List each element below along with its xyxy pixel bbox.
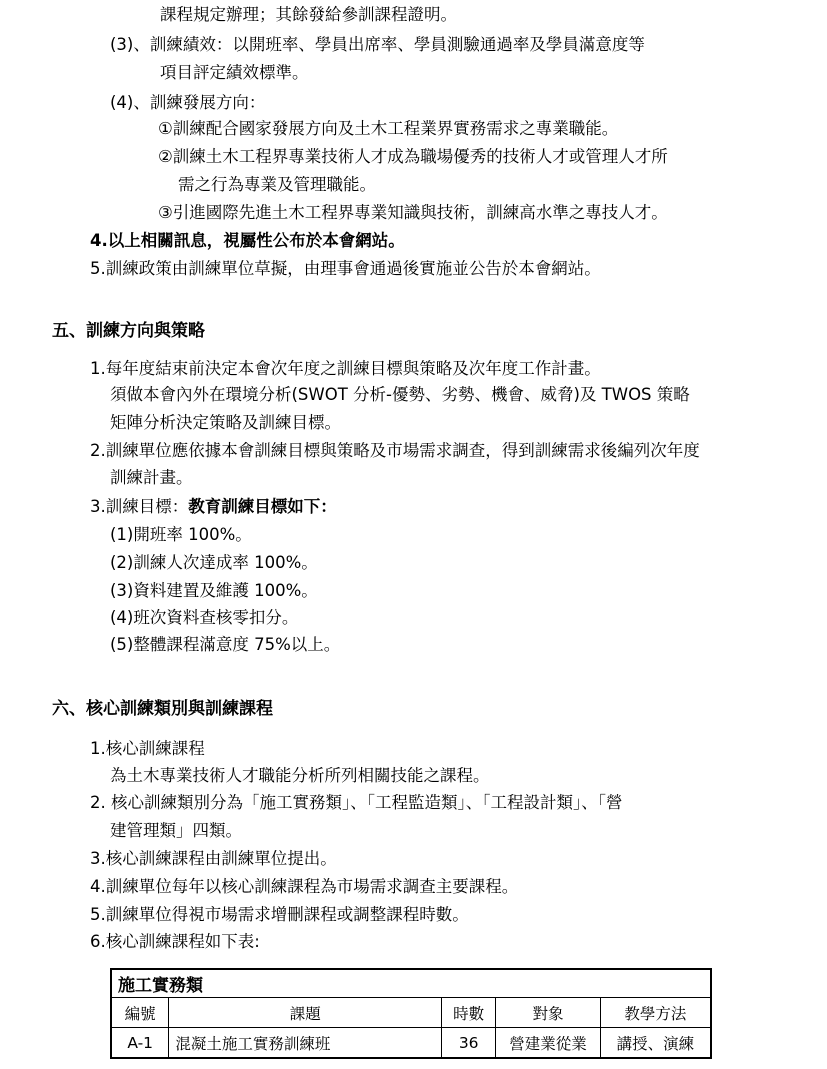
doc-line: 訓練計畫。	[110, 468, 193, 487]
table-row	[111, 1028, 711, 1059]
header-cell: 對象	[496, 998, 601, 1028]
course-table	[110, 968, 712, 1059]
doc-line: 1.核心訓練課程	[90, 739, 205, 758]
doc-line: (4)、訓練發展方向：	[110, 93, 266, 112]
doc-line: 項目評定績效標準。	[160, 63, 309, 82]
doc-line: 4.訓練單位每年以核心訓練課程為市場需求調查主要課程。	[90, 877, 519, 896]
doc-line: 須做本會內外在環境分析(SWOT 分析-優勢、劣勢、機會、威脅)及 TWOS 策略	[110, 385, 690, 404]
doc-line: 2.訓練單位應依據本會訓練目標與策略及市場需求調查，得到訓練需求後編列次年度	[90, 441, 700, 460]
doc-line: ①訓練配合國家發展方向及土木工程業界實務需求之專業職能。	[158, 119, 619, 138]
doc-line: 1.每年度結束前決定本會次年度之訓練目標與策略及次年度工作計畫。	[90, 359, 601, 378]
goal-item: (4)班次資料查核零扣分。	[110, 608, 299, 627]
goal-item: (2)訓練人次達成率 100%。	[110, 553, 318, 572]
doc-line: 5.訓練政策由訓練單位草擬，由理事會通過後實施並公告於本會網站。	[90, 259, 601, 278]
header-cell: 時數	[442, 998, 496, 1028]
doc-line-bold: 4.以上相關訊息，視屬性公布於本會網站。	[90, 231, 405, 250]
doc-line: ②訓練土木工程界專業技術人才成為職場優秀的技術人才或管理人才所	[158, 147, 668, 166]
doc-line	[90, 496, 337, 518]
doc-line: 課程規定辦理；其餘發給參訓課程證明。	[160, 5, 457, 24]
doc-line: 建管理類」四類。	[110, 821, 242, 840]
doc-line: 為土木專業技術人才職能分析所列相關技能之課程。	[110, 766, 490, 785]
table-cell: 36	[442, 1028, 496, 1059]
table-header-row	[111, 998, 711, 1028]
table-caption-row	[111, 969, 711, 998]
doc-line: 6.核心訓練課程如下表:	[90, 932, 260, 951]
goal-bold: 教育訓練目標如下：	[188, 497, 337, 516]
table-cell: 混凝土施工實務訓練班	[169, 1028, 442, 1059]
goal-item: (3)資料建置及維護 100%。	[110, 581, 318, 600]
table-cell: 講授、演練	[600, 1028, 711, 1059]
table-caption: 施工實務類	[111, 969, 711, 998]
doc-line: 3.核心訓練課程由訓練單位提出。	[90, 849, 337, 868]
goal-item: (5)整體課程滿意度 75%以上。	[110, 635, 341, 654]
doc-line: 5.訓練單位得視市場需求增刪課程或調整課程時數。	[90, 905, 469, 924]
table-cell: 營建業從業	[496, 1028, 601, 1059]
table-cell: A-1	[111, 1028, 169, 1059]
doc-line: 矩陣分析決定策略及訓練目標。	[110, 413, 341, 432]
doc-line: (3)、訓練績效：以開班率、學員出席率、學員測驗通過率及學員滿意度等	[110, 35, 645, 54]
goal-prefix: 3.訓練目標：	[90, 497, 189, 516]
doc-line: 2. 核心訓練類別分為「施工實務類」、「工程監造類」、「工程設計類」、「營	[90, 793, 623, 812]
header-cell: 課題	[169, 998, 442, 1028]
doc-line: ③引進國際先進土木工程界專業知識與技術，訓練高水準之專技人才。	[158, 203, 668, 222]
header-cell: 編號	[111, 998, 169, 1028]
doc-line: 需之行為專業及管理職能。	[178, 175, 376, 194]
section-5-title: 五、訓練方向與策略	[52, 321, 205, 341]
goal-item: (1)開班率 100%。	[110, 525, 252, 544]
section-6-title: 六、核心訓練類別與訓練課程	[52, 699, 273, 719]
header-cell: 教學方法	[600, 998, 711, 1028]
